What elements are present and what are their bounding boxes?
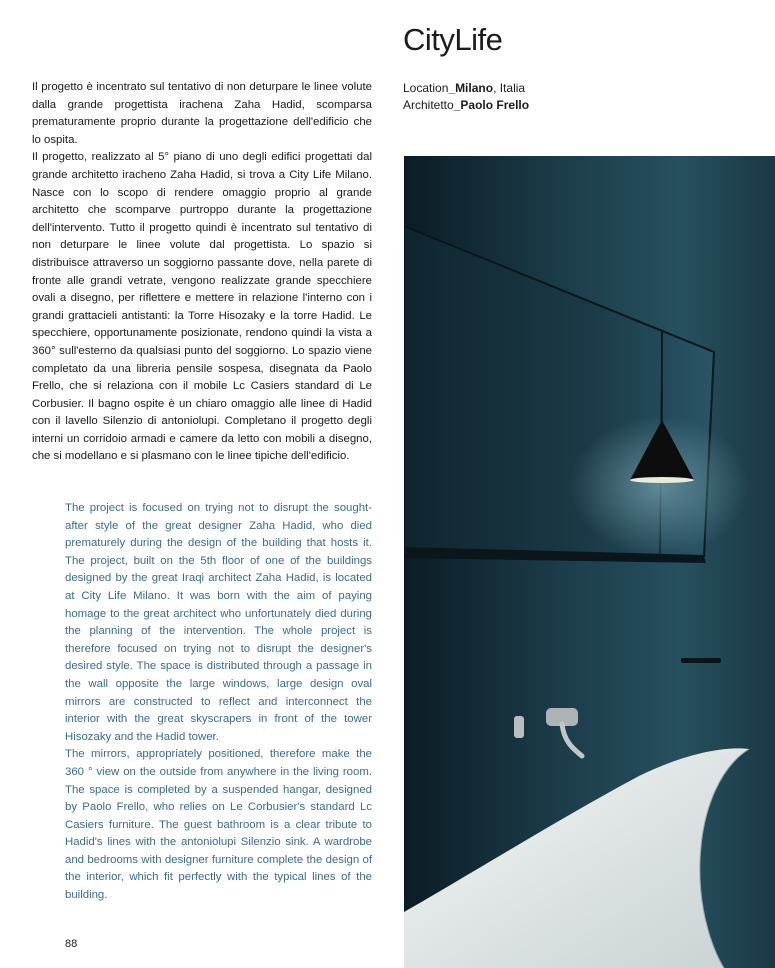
italian-text-column — [32, 79, 372, 466]
location-city: Milano — [455, 81, 494, 95]
italian-paragraph: Il progetto, realizzato al 5° piano di uno degli edifici progettati dal grande architetto iracheno Zaha Hadid, si trova a City Life Milano. Nasce con lo scopo di rendere omaggio proprio al grande architetto che scomparve purtroppo durante la progettazione dell'intervento. Tutto il progetto quindi è incentrato sul tentativo di non deturpare le linee volute dal progettista. Lo spazio si distribuisce attraverso un soggiorno passante dove, nella parete di fronte alle grandi vetrate, vengono realizzate grande specchiere ovali a disegno, per riflettere e mettere in relazione l'interno con i grandi grattacieli antistanti: la Torre Hisozaky e la torre Hadid. Le specchiere, opportunamente posizionate, rendono quindi la vista a 360° sull'esterno da qualsiasi punto del soggiorno. Lo spazio viene completato da una libreria pensile sospesa, disegnata da Paolo Frello, che si relaziona con il mobile Lc Casiers standard di Le Corbusier. Il bagno ospite è un chiaro omaggio alle linee di Hadid con il lavello Silenzio di antoniolupi. Completano il progetto degli interni un corridoio armadi e camere da letto con mobili a disegno, che si modellano e si plasmano con le linee tipiche dell'edificio. — [32, 151, 372, 463]
bathroom-illustration — [404, 156, 775, 968]
project-meta — [403, 80, 529, 114]
architect-name: Paolo Frello — [460, 98, 530, 112]
bathroom-photo — [404, 156, 775, 968]
location-line: Location_Milano, Italia — [403, 81, 526, 95]
architect-line: Architetto_Paolo Frello — [403, 98, 530, 112]
italian-paragraph: Il progetto è incentrato sul tentativo di non deturpare le linee volute dalla grande progettista irachena Zaha Hadid, scomparsa prematuramente proprio durante la progettazione dell'edificio che lo ospita. — [32, 81, 372, 146]
english-paragraph: The mirrors, appropriately positioned, therefore make the 360 ° view on the outside from anywhere in the living room. The space is completed by a suspended hangar, designed by Paolo Frello, who relies on Le Corbusier's standard Lc Casiers furniture. The guest bathroom is a clear tribute to Hadid's lines with the antoniolupi Silenzio sink. A wardrobe and bedrooms with designer furniture complete the design of the interior, which fit perfectly with the typical lines of the building. — [65, 748, 372, 902]
location-country: , Italia — [493, 81, 526, 95]
towel-bar — [681, 658, 721, 663]
location-label: Location — [403, 81, 449, 95]
lamp-light — [630, 477, 694, 483]
english-text-column — [65, 500, 372, 905]
english-paragraph: The project is focused on trying not to disrupt the sought-after style of the great designer Zaha Hadid, who died prematurely during the design of the building that hosts it. The project, built on the 5th floor of one of the buildings designed by the great Iraqi architect Zaha Hadid, is located at City Life Milano. It was born with the aim of paying homage to the great architect who unfortunately died during the planning of the intervention. The whole project is therefore focused on trying not to disrupt the designer's desired style. The space is distributed through a passage in the wall opposite the large windows, large design oval mirrors are constructed to reflect and interconnect the interior with the great skyscrapers in front of the tower Hisozaky and the Hadid tower. — [65, 502, 372, 743]
architect-label: Architetto — [403, 98, 454, 112]
page-number: 88 — [65, 938, 78, 950]
page-title: CityLife — [403, 22, 503, 57]
faucet-handle — [514, 716, 524, 738]
